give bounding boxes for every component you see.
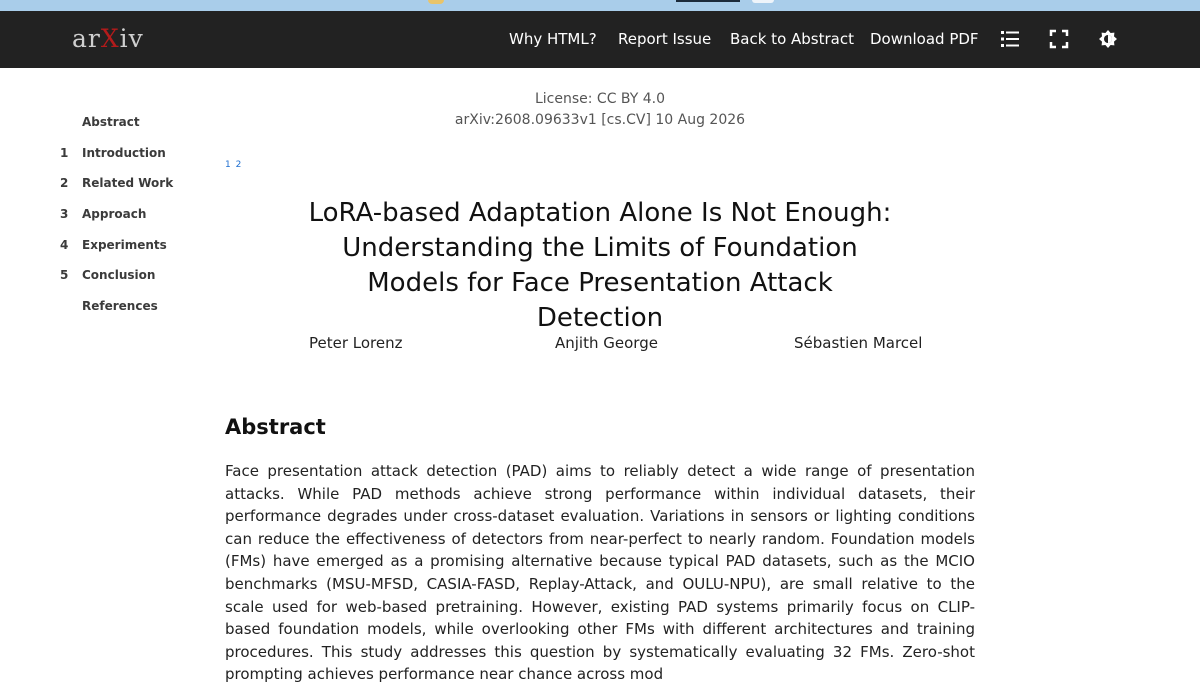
arxiv-logo[interactable]: [72, 23, 142, 57]
title-line: Understanding the Limits of Foundation: [342, 233, 858, 263]
toc-label: Abstract: [82, 115, 140, 129]
top-navbar: [0, 11, 1200, 68]
why-html-link[interactable]: Why HTML?: [509, 30, 597, 48]
toc-label: Approach: [82, 207, 147, 221]
paper-title: [300, 196, 900, 336]
license-text: License: CC BY 4.0: [534, 91, 666, 107]
toc-number: 4: [60, 238, 69, 252]
toc-label: Introduction: [82, 146, 166, 160]
footnote-marks[interactable]: 1 2: [225, 160, 243, 170]
back-to-abstract-link[interactable]: Back to Abstract: [730, 30, 854, 48]
notification-close-icon[interactable]: [752, 0, 774, 3]
toc-label: Experiments: [82, 238, 167, 252]
fullscreen-icon[interactable]: [1049, 29, 1069, 49]
author-peter-lorenz: Peter Lorenz: [309, 334, 403, 352]
toc-number: 1: [60, 146, 69, 160]
arxiv-id: arXiv:2608.09633v1 [cs.CV] 10 Aug 2026: [454, 112, 746, 128]
logo-part-iv: iv: [119, 24, 144, 53]
theme-toggle-icon[interactable]: [1098, 29, 1118, 49]
browser-notification-strip: [0, 0, 1200, 11]
toc-label: References: [82, 299, 158, 313]
abstract-text: Face presentation attack detection (PAD) aims to reliably detect a wide range of presentation attacks. While PAD methods achieve strong performance within individual datasets, their performance degrades under cross-dataset evaluation. Variations in sensors or lighting conditions can reduce the effectiveness of detectors from near-perfect to nearly random. Foundation models (FMs) have emerged as a promising alternative because typical PAD datasets, such as the MCIO benchmarks (MSU-MFSD, CASIA-FASD, Replay-Attack, and OULU-NPU), are small relative to the scale used for web-based pretraining. However, existing PAD systems primarily focus on CLIP-based foundation models, while overlooking other FMs with different architectures and training procedures. This study addresses this question by systematically evaluating 32 FMs. Zero-shot prompting achieves performance near chance across mod: [225, 462, 975, 684]
toc-label: Conclusion: [82, 268, 156, 282]
notification-link[interactable]: [676, 0, 740, 2]
abstract-heading: Abstract: [225, 415, 326, 439]
toc-number: 5: [60, 268, 69, 282]
toc-label: Related Work: [82, 176, 174, 190]
logo-part-ar: ar: [72, 24, 101, 53]
author-sebastien-marcel: Sébastien Marcel: [794, 334, 923, 352]
title-line: Models for Face Presentation Attack Detection: [367, 268, 833, 333]
list-icon[interactable]: [1000, 29, 1020, 49]
logo-part-x: X: [100, 24, 120, 53]
report-issue-link[interactable]: Report Issue: [618, 30, 712, 48]
toc-number: 2: [60, 176, 69, 190]
toc-number: 3: [60, 207, 69, 221]
emoji-icon: [428, 0, 444, 4]
download-pdf-link[interactable]: Download PDF: [870, 30, 979, 48]
title-line: LoRA-based Adaptation Alone Is Not Enough:: [308, 198, 892, 228]
author-anjith-george: Anjith George: [555, 334, 658, 352]
